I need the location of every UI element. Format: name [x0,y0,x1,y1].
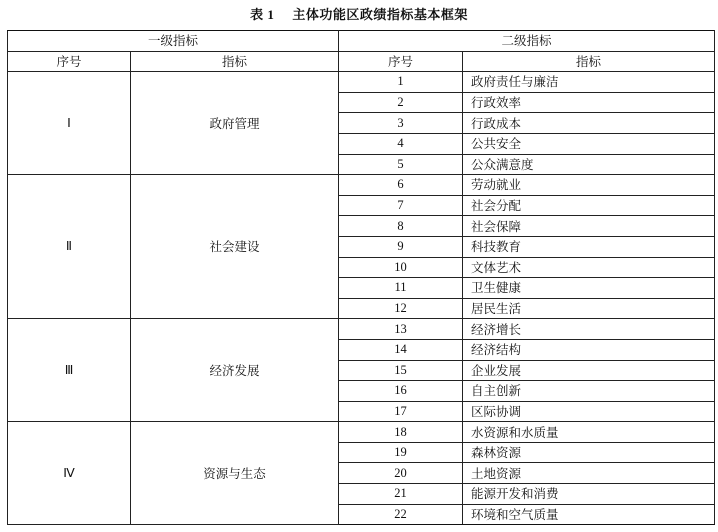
item-seq-cell: 2 [339,92,463,113]
item-seq-cell: 11 [339,278,463,299]
group-seq-cell: Ⅱ [8,175,131,319]
item-indicator-cell: 行政成本 [463,113,715,134]
item-seq-cell: 19 [339,442,463,463]
item-indicator-cell: 水资源和水质量 [463,422,715,443]
item-seq-cell: 16 [339,381,463,402]
item-indicator-cell: 企业发展 [463,360,715,381]
item-indicator-cell: 社会分配 [463,195,715,216]
item-indicator-cell: 经济增长 [463,319,715,340]
item-seq-cell: 1 [339,72,463,93]
header-level1-seq: 序号 [8,51,131,72]
item-seq-cell: 3 [339,113,463,134]
item-seq-cell: 6 [339,175,463,196]
item-seq-cell: 4 [339,133,463,154]
indicator-table [7,30,715,525]
table-row [8,422,715,443]
group-indicator-cell: 资源与生态 [131,422,339,525]
item-indicator-cell: 劳动就业 [463,175,715,196]
header-level2-seq: 序号 [339,51,463,72]
item-seq-cell: 20 [339,463,463,484]
item-seq-cell: 17 [339,401,463,422]
group-indicator-cell: 政府管理 [131,72,339,175]
item-indicator-cell: 公众满意度 [463,154,715,175]
item-indicator-cell: 区际协调 [463,401,715,422]
table-title: 主体功能区政绩指标基本框架 [292,7,468,23]
group-seq-cell: Ⅰ [8,72,131,175]
item-indicator-cell: 居民生活 [463,298,715,319]
item-indicator-cell: 土地资源 [463,463,715,484]
table-row [8,319,715,340]
item-indicator-cell: 科技教育 [463,236,715,257]
table-row [8,175,715,196]
header-level2-indicator: 指标 [463,51,715,72]
item-seq-cell: 18 [339,422,463,443]
item-indicator-cell: 文体艺术 [463,257,715,278]
item-indicator-cell: 行政效率 [463,92,715,113]
item-seq-cell: 5 [339,154,463,175]
header-level2: 二级指标 [339,31,715,52]
item-seq-cell: 12 [339,298,463,319]
table-body [8,72,715,525]
header-row-columns [8,51,715,72]
item-seq-cell: 10 [339,257,463,278]
item-indicator-cell: 森林资源 [463,442,715,463]
header-row-levels [8,31,715,52]
item-indicator-cell: 社会保障 [463,216,715,237]
header-level1: 一级指标 [8,31,339,52]
item-indicator-cell: 政府责任与廉洁 [463,72,715,93]
header-level1-indicator: 指标 [131,51,339,72]
group-indicator-cell: 经济发展 [131,319,339,422]
table-number: 表 1 [250,6,275,22]
item-indicator-cell: 卫生健康 [463,278,715,299]
item-seq-cell: 7 [339,195,463,216]
item-seq-cell: 9 [339,236,463,257]
item-seq-cell: 15 [339,360,463,381]
item-indicator-cell: 环境和空气质量 [463,504,715,525]
group-seq-cell: Ⅳ [8,422,131,525]
table-caption [0,0,718,26]
item-indicator-cell: 能源开发和消费 [463,484,715,505]
item-seq-cell: 14 [339,339,463,360]
item-seq-cell: 22 [339,504,463,525]
item-indicator-cell: 自主创新 [463,381,715,402]
table-row [8,72,715,93]
item-seq-cell: 13 [339,319,463,340]
item-seq-cell: 21 [339,484,463,505]
group-seq-cell: Ⅲ [8,319,131,422]
group-indicator-cell: 社会建设 [131,175,339,319]
item-indicator-cell: 公共安全 [463,133,715,154]
item-seq-cell: 8 [339,216,463,237]
item-indicator-cell: 经济结构 [463,339,715,360]
